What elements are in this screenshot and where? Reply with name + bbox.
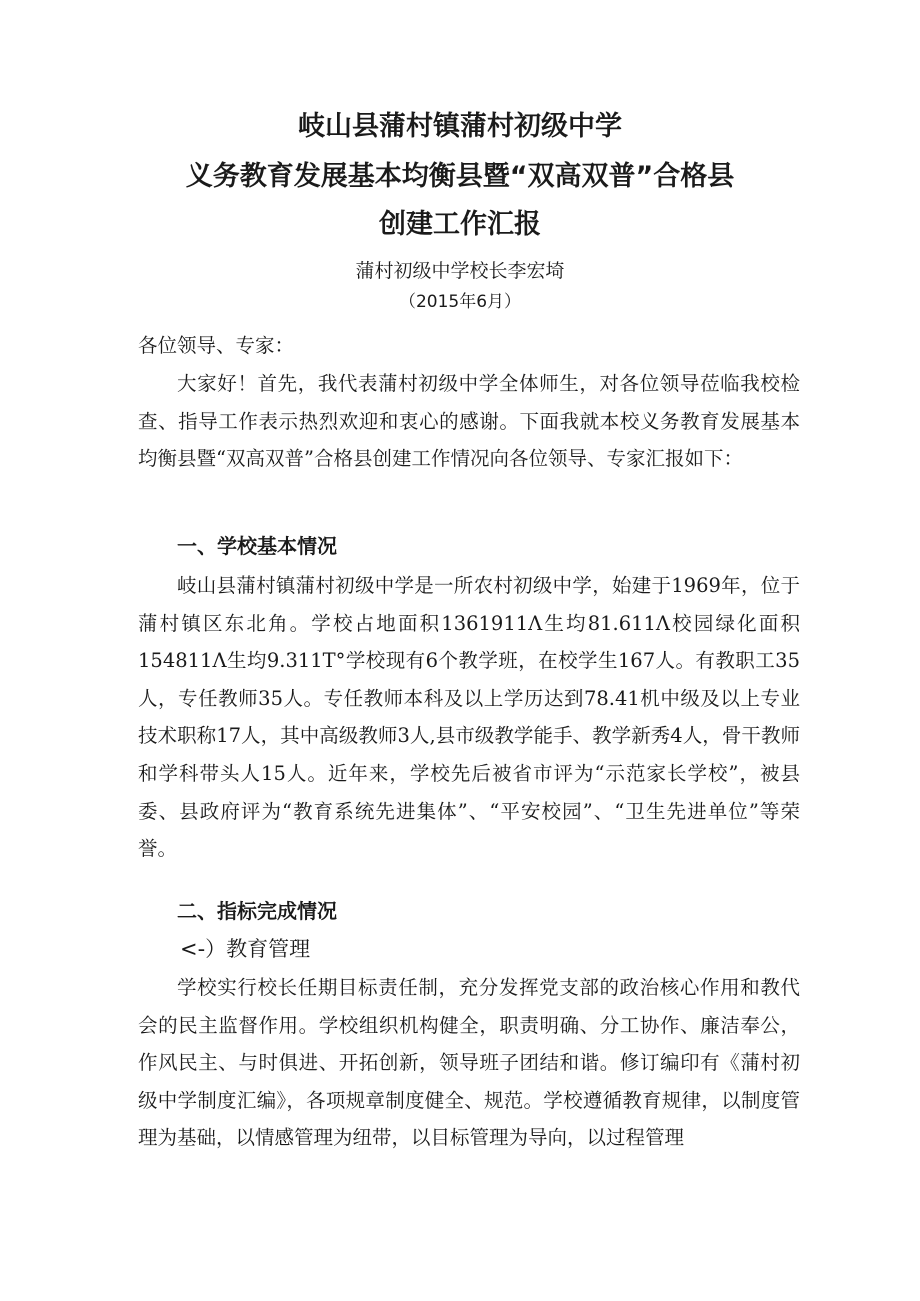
date-line: （2015年6月） xyxy=(398,292,522,312)
section-2-heading: 二、指标完成情况 xyxy=(177,899,337,923)
section-1-paragraph: 岐山县蒲村镇蒲村初级中学是一所农村初级中学，始建于1969年，位于蒲村镇区东北角。学校占地面积1361911Λ生均81.611Λ校园绿化面积154811Λ生均9.311T°学校现有6个教学班，在校学生167人。有教职工35人，专任教师35人。专任教师本科及以上学历达到78.41机中级及以上专业技术职称17人，其中高级教师3人,县市级教学能手、教学新秀4人，骨干教师和学科带头人15人。近年来，学校先后被省市评为“示范家长学校”，被县委、县政府评为“教育系统先进集体”、“平安校园”、“卫生先进单位”等荣誉。 xyxy=(138,574,800,861)
document-title-line-3: 创建工作汇报 xyxy=(379,209,541,240)
author-line: 蒲村初级中学校长李宏埼 xyxy=(355,260,565,282)
salutation: 各位领导、专家： xyxy=(138,334,295,357)
section-1-heading: 一、学校基本情况 xyxy=(177,534,337,558)
subsection-1-paragraph: 学校实行校长任期目标责任制，充分发挥党支部的政治核心作用和教代会的民主监督作用。学校组织机构健全，职责明确、分工协作、廉洁奉公，作风民主、与时俱进、开拓创新，领导班子团结和谐。修订编印有《蒲村初级中学制度汇编》，各项规章制度健全、规范。学校遵循教育规律，以制度管理为基础，以情感管理为纽带，以目标管理为导向，以过程管理 xyxy=(138,976,800,1150)
document-title-line-1: 岐山县蒲村镇蒲村初级中学 xyxy=(298,111,622,142)
subsection-1-heading: <-）教育管理 xyxy=(180,937,311,961)
document-title-line-2: 义务教育发展基本均衡县暨“双高双普”合格县 xyxy=(185,161,735,192)
intro-paragraph: 大家好！首先，我代表蒲村初级中学全体师生，对各位领导莅临我校检查、指导工作表示热烈欢迎和衷心的感谢。下面我就本校义务教育发展基本均衡县暨“双高双普”合格县创建工作情况向各位领导、专家汇报如下： xyxy=(138,372,800,471)
